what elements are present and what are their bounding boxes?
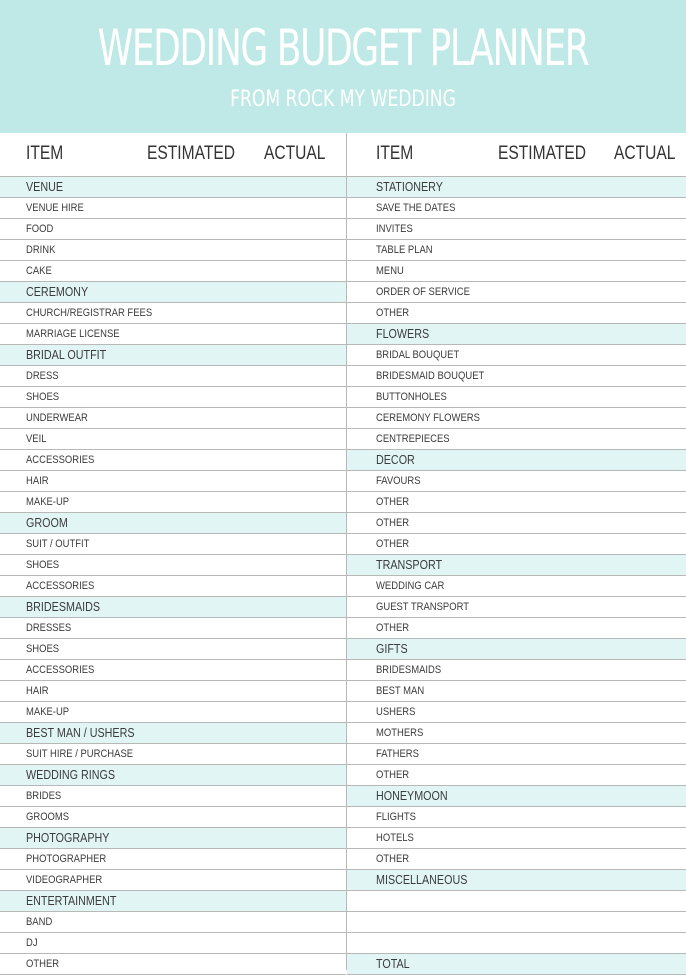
category-row: [347, 450, 686, 471]
item-label: MOTHERS: [376, 727, 424, 739]
category-row: [347, 639, 686, 660]
right-table-rows: [347, 176, 686, 975]
table-row: [347, 660, 686, 681]
category-label: CEREMONY: [26, 285, 89, 299]
item-label: OTHER: [376, 307, 410, 319]
item-label: OTHER: [376, 538, 410, 550]
item-label: BRIDES: [26, 790, 62, 802]
table-row: [347, 261, 686, 282]
category-label: GIFTS: [376, 642, 408, 656]
item-label: HAIR: [26, 685, 49, 697]
table-row: [0, 387, 346, 408]
item-label: CHURCH/REGISTRAR FEES: [26, 307, 153, 319]
item-label: SUIT HIRE / PURCHASE: [26, 748, 134, 760]
table-row: [0, 954, 346, 975]
table-row: [347, 849, 686, 870]
estimated-column-header: ESTIMATED: [147, 143, 236, 164]
table-row: [347, 366, 686, 387]
item-label: SHOES: [26, 643, 60, 655]
item-label: OTHER: [376, 769, 410, 781]
table-row: [347, 303, 686, 324]
item-label: BEST MAN: [376, 685, 425, 697]
table-row: [0, 618, 346, 639]
item-label: FAVOURS: [376, 475, 421, 487]
category-row: [0, 765, 346, 786]
item-label: OTHER: [376, 517, 410, 529]
right-table-header: [347, 133, 686, 173]
table-row: [347, 618, 686, 639]
left-table-header: [0, 133, 346, 173]
table-row: [347, 408, 686, 429]
item-label: DJ: [26, 937, 38, 949]
table-row: [0, 576, 346, 597]
category-label: STATIONERY: [376, 180, 443, 194]
table-row: [347, 702, 686, 723]
item-label: SAVE THE DATES: [376, 202, 456, 214]
table-row: [347, 891, 686, 912]
table-row: [0, 639, 346, 660]
category-label: TOTAL: [376, 957, 410, 971]
table-row: [347, 198, 686, 219]
table-row: [0, 219, 346, 240]
item-label: MAKE-UP: [26, 496, 70, 508]
left-budget-table: [0, 133, 346, 970]
page-subtitle: FROM ROCK MY WEDDING: [230, 87, 456, 112]
table-row: [0, 870, 346, 891]
item-label: SHOES: [26, 391, 60, 403]
table-row: [0, 324, 346, 345]
item-label: VIDEOGRAPHER: [26, 874, 103, 886]
item-label: DRESS: [26, 370, 59, 382]
table-row: [347, 933, 686, 954]
category-row: [347, 555, 686, 576]
table-row: [0, 240, 346, 261]
item-label: ACCESSORIES: [26, 664, 95, 676]
table-row: [347, 681, 686, 702]
item-label: USHERS: [376, 706, 416, 718]
title-banner: [0, 0, 686, 133]
table-row: [0, 933, 346, 954]
item-label: BUTTONHOLES: [376, 391, 447, 403]
category-row: [0, 828, 346, 849]
category-label: DECOR: [376, 453, 415, 467]
table-row: [0, 660, 346, 681]
table-row: [347, 429, 686, 450]
item-label: PHOTOGRAPHER: [26, 853, 107, 865]
table-row: [0, 198, 346, 219]
category-label: FLOWERS: [376, 327, 430, 341]
category-label: GROOM: [26, 516, 68, 530]
table-row: [0, 555, 346, 576]
table-row: [0, 702, 346, 723]
item-label: MARRIAGE LICENSE: [26, 328, 120, 340]
item-label: MENU: [376, 265, 404, 277]
table-row: [347, 240, 686, 261]
table-row: [0, 492, 346, 513]
table-row: [347, 513, 686, 534]
category-label: WEDDING RINGS: [26, 768, 115, 782]
item-label: DRINK: [26, 244, 56, 256]
category-label: MISCELLANEOUS: [376, 873, 468, 887]
table-row: [347, 471, 686, 492]
item-label: ACCESSORIES: [26, 580, 95, 592]
category-label: BRIDESMAIDS: [26, 600, 101, 614]
table-row: [347, 828, 686, 849]
left-table-rows: [0, 176, 346, 975]
item-label: SUIT / OUTFIT: [26, 538, 90, 550]
table-row: [347, 912, 686, 933]
item-label: MAKE-UP: [26, 706, 70, 718]
category-row: [0, 891, 346, 912]
item-label: BRIDESMAIDS: [376, 664, 442, 676]
item-label: BRIDAL BOUQUET: [376, 349, 460, 361]
actual-column-header: ACTUAL: [264, 143, 326, 164]
table-row: [347, 345, 686, 366]
actual-column-header: ACTUAL: [614, 143, 676, 164]
item-label: GROOMS: [26, 811, 70, 823]
item-label: OTHER: [376, 622, 410, 634]
table-row: [347, 534, 686, 555]
item-label: VEIL: [26, 433, 47, 445]
table-row: [0, 408, 346, 429]
table-row: [0, 261, 346, 282]
table-row: [347, 492, 686, 513]
category-label: PHOTOGRAPHY: [26, 831, 110, 845]
table-row: [0, 303, 346, 324]
item-label: SHOES: [26, 559, 60, 571]
table-row: [0, 450, 346, 471]
category-label: ENTERTAINMENT: [26, 894, 117, 908]
table-row: [347, 597, 686, 618]
category-row: [0, 345, 346, 366]
item-label: VENUE HIRE: [26, 202, 84, 214]
category-label: TRANSPORT: [376, 558, 443, 572]
category-row: [347, 324, 686, 345]
table-row: [347, 282, 686, 303]
table-row: [347, 807, 686, 828]
table-row: [0, 429, 346, 450]
item-label: OTHER: [376, 853, 410, 865]
table-row: [0, 366, 346, 387]
item-label: FOOD: [26, 223, 54, 235]
page-title: WEDDING BUDGET PLANNER: [97, 19, 589, 77]
table-row: [347, 765, 686, 786]
category-row: [347, 177, 686, 198]
category-row: [0, 513, 346, 534]
category-row: [347, 954, 686, 975]
item-label: CAKE: [26, 265, 52, 277]
table-row: [0, 786, 346, 807]
item-label: HAIR: [26, 475, 49, 487]
category-label: VENUE: [26, 180, 64, 194]
item-label: CENTREPIECES: [376, 433, 450, 445]
table-row: [347, 576, 686, 597]
table-row: [347, 219, 686, 240]
category-row: [347, 786, 686, 807]
category-row: [0, 723, 346, 744]
item-label: BRIDESMAID BOUQUET: [376, 370, 485, 382]
category-row: [0, 177, 346, 198]
table-row: [0, 681, 346, 702]
category-row: [347, 870, 686, 891]
item-label: GUEST TRANSPORT: [376, 601, 470, 613]
item-label: ACCESSORIES: [26, 454, 95, 466]
estimated-column-header: ESTIMATED: [498, 143, 587, 164]
table-row: [0, 849, 346, 870]
category-label: HONEYMOON: [376, 789, 448, 803]
item-label: INVITES: [376, 223, 413, 235]
item-label: OTHER: [376, 496, 410, 508]
item-label: BAND: [26, 916, 53, 928]
item-column-header: ITEM: [26, 143, 64, 164]
item-label: FLIGHTS: [376, 811, 416, 823]
item-label: CEREMONY FLOWERS: [376, 412, 480, 424]
item-label: HOTELS: [376, 832, 414, 844]
table-row: [0, 807, 346, 828]
table-row: [347, 744, 686, 765]
table-row: [0, 534, 346, 555]
item-label: OTHER: [26, 958, 60, 970]
table-row: [0, 744, 346, 765]
item-label: ORDER OF SERVICE: [376, 286, 470, 298]
right-budget-table: [347, 133, 686, 970]
table-row: [347, 723, 686, 744]
item-label: FATHERS: [376, 748, 419, 760]
item-column-header: ITEM: [376, 143, 414, 164]
category-row: [0, 282, 346, 303]
item-label: DRESSES: [26, 622, 72, 634]
item-label: TABLE PLAN: [376, 244, 433, 256]
category-label: BEST MAN / USHERS: [26, 726, 135, 740]
table-row: [0, 912, 346, 933]
item-label: WEDDING CAR: [376, 580, 445, 592]
table-row: [0, 471, 346, 492]
item-label: UNDERWEAR: [26, 412, 88, 424]
category-label: BRIDAL OUTFIT: [26, 348, 107, 362]
table-row: [347, 387, 686, 408]
category-row: [0, 597, 346, 618]
